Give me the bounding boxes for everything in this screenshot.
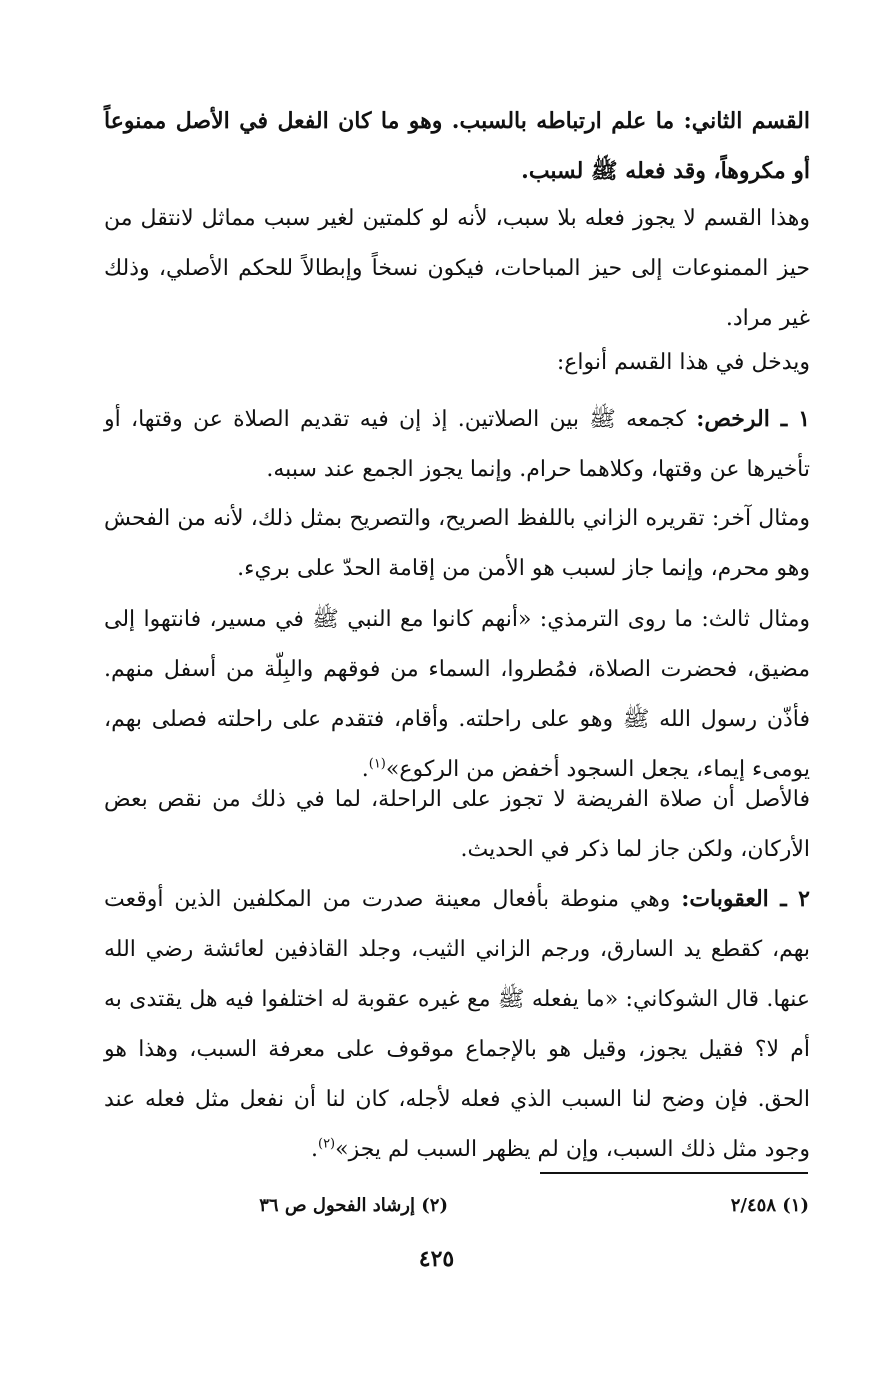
paragraph-6 (104, 595, 810, 795)
footnote-ref-1[interactable]: (١) (368, 756, 386, 772)
footnote-separator (540, 1172, 808, 1174)
paragraph-text: : ما علم ارتباطه بالسبب. وهو ما كان الفعل في الأصل ممنوعاً أو مكروهاً، وقد فعله ﷺ لسبب. (104, 108, 810, 184)
paragraph-3 (104, 338, 810, 388)
paragraph-4 (104, 394, 810, 495)
footnote-ref-2[interactable]: (٢) (317, 1136, 336, 1152)
page-number: ٤٢٥ (418, 1246, 455, 1272)
item-heading-uqubat: ٢ ـ العقوبات: (681, 886, 810, 912)
paragraph-5 (104, 494, 810, 594)
sentence-end: . (361, 757, 369, 782)
footnote-2: (٢) إرشاد الفحول ص ٣٦ (259, 1195, 448, 1216)
paragraph-7 (104, 775, 810, 875)
paragraph-text: ومثال آخر: تقريره الزاني باللفظ الصريح، والتصريح بمثل ذلك، لأنه من الفحش وهو محرم، وإنما جاز لسبب هو الأمن من إقامة الحدّ على بريء. (104, 506, 811, 581)
paragraph-text: كجمعه ﷺ بين الصلاتين. إذ إن فيه تقديم الصلاة عن وقتها، أو تأخيرها عن وقتها، وكلاهما حرام. وإنما يجوز الجمع عند سببه. (104, 407, 810, 482)
paragraph-text: وهي منوطة بأفعال معينة صدرت من المكلفين الذين أوقعت بهم، كقطع يد السارق، ورجم الزاني الثيب، وجلد القاذفين لعائشة رضي الله عنها. قال الشوكاني: «ما يفعله ﷺ مع غيره عقوبة له اختلفوا فيه هل يقتدى به أم لا؟ فقيل يجوز، وقيل هو بالإجماع موقوف على معرفة السبب، وهذا هو الحق. فإن وضح لنا السبب الذي فعله لأجله، كان لنا أن نفعل مثل فعله عند وجود مثل ذلك السبب، وإن لم يظهر السبب لم يجز» (104, 887, 811, 1162)
paragraph-text: ومثال ثالث: ما روى الترمذي: «أنهم كانوا مع النبي ﷺ في مسير، فانتهوا إلى مضيق، فحضرت الصلاة، فمُطروا، السماء من فوقهم والبِلّة من أسفل منهم. فأذّن رسول الله ﷺ وهو على راحلته. وأقام، فتقدم على راحلته فصلى بهم، يومىء إيماء، يجعل السجود أخفض من الركوع» (104, 607, 810, 782)
section-heading: القسم الثاني (691, 108, 810, 134)
paragraph-text: فالأصل أن صلاة الفريضة لا تجوز على الراحلة، لما في ذلك من نقص بعض الأركان، ولكن جاز لما ذكر في الحديث. (104, 787, 810, 862)
sentence-end: . (310, 1137, 318, 1162)
paragraph-1 (104, 96, 810, 196)
item-heading-rukhas: ١ ـ الرخص: (696, 406, 811, 432)
paragraph-2 (104, 194, 810, 344)
paragraph-8 (104, 874, 810, 1175)
paragraph-text: ويدخل في هذا القسم أنواع: (556, 350, 810, 375)
footnote-1: (١) ٢/٤٥٨ (730, 1195, 809, 1216)
paragraph-text: وهذا القسم لا يجوز فعله بلا سبب، لأنه لو كلمتين لغير سبب مماثل لانتقل من حيز الممنوعات إلى حيز المباحات، فيكون نسخاً وإبطالاً للحكم الأصلي، وذلك غير مراد. (104, 206, 810, 331)
